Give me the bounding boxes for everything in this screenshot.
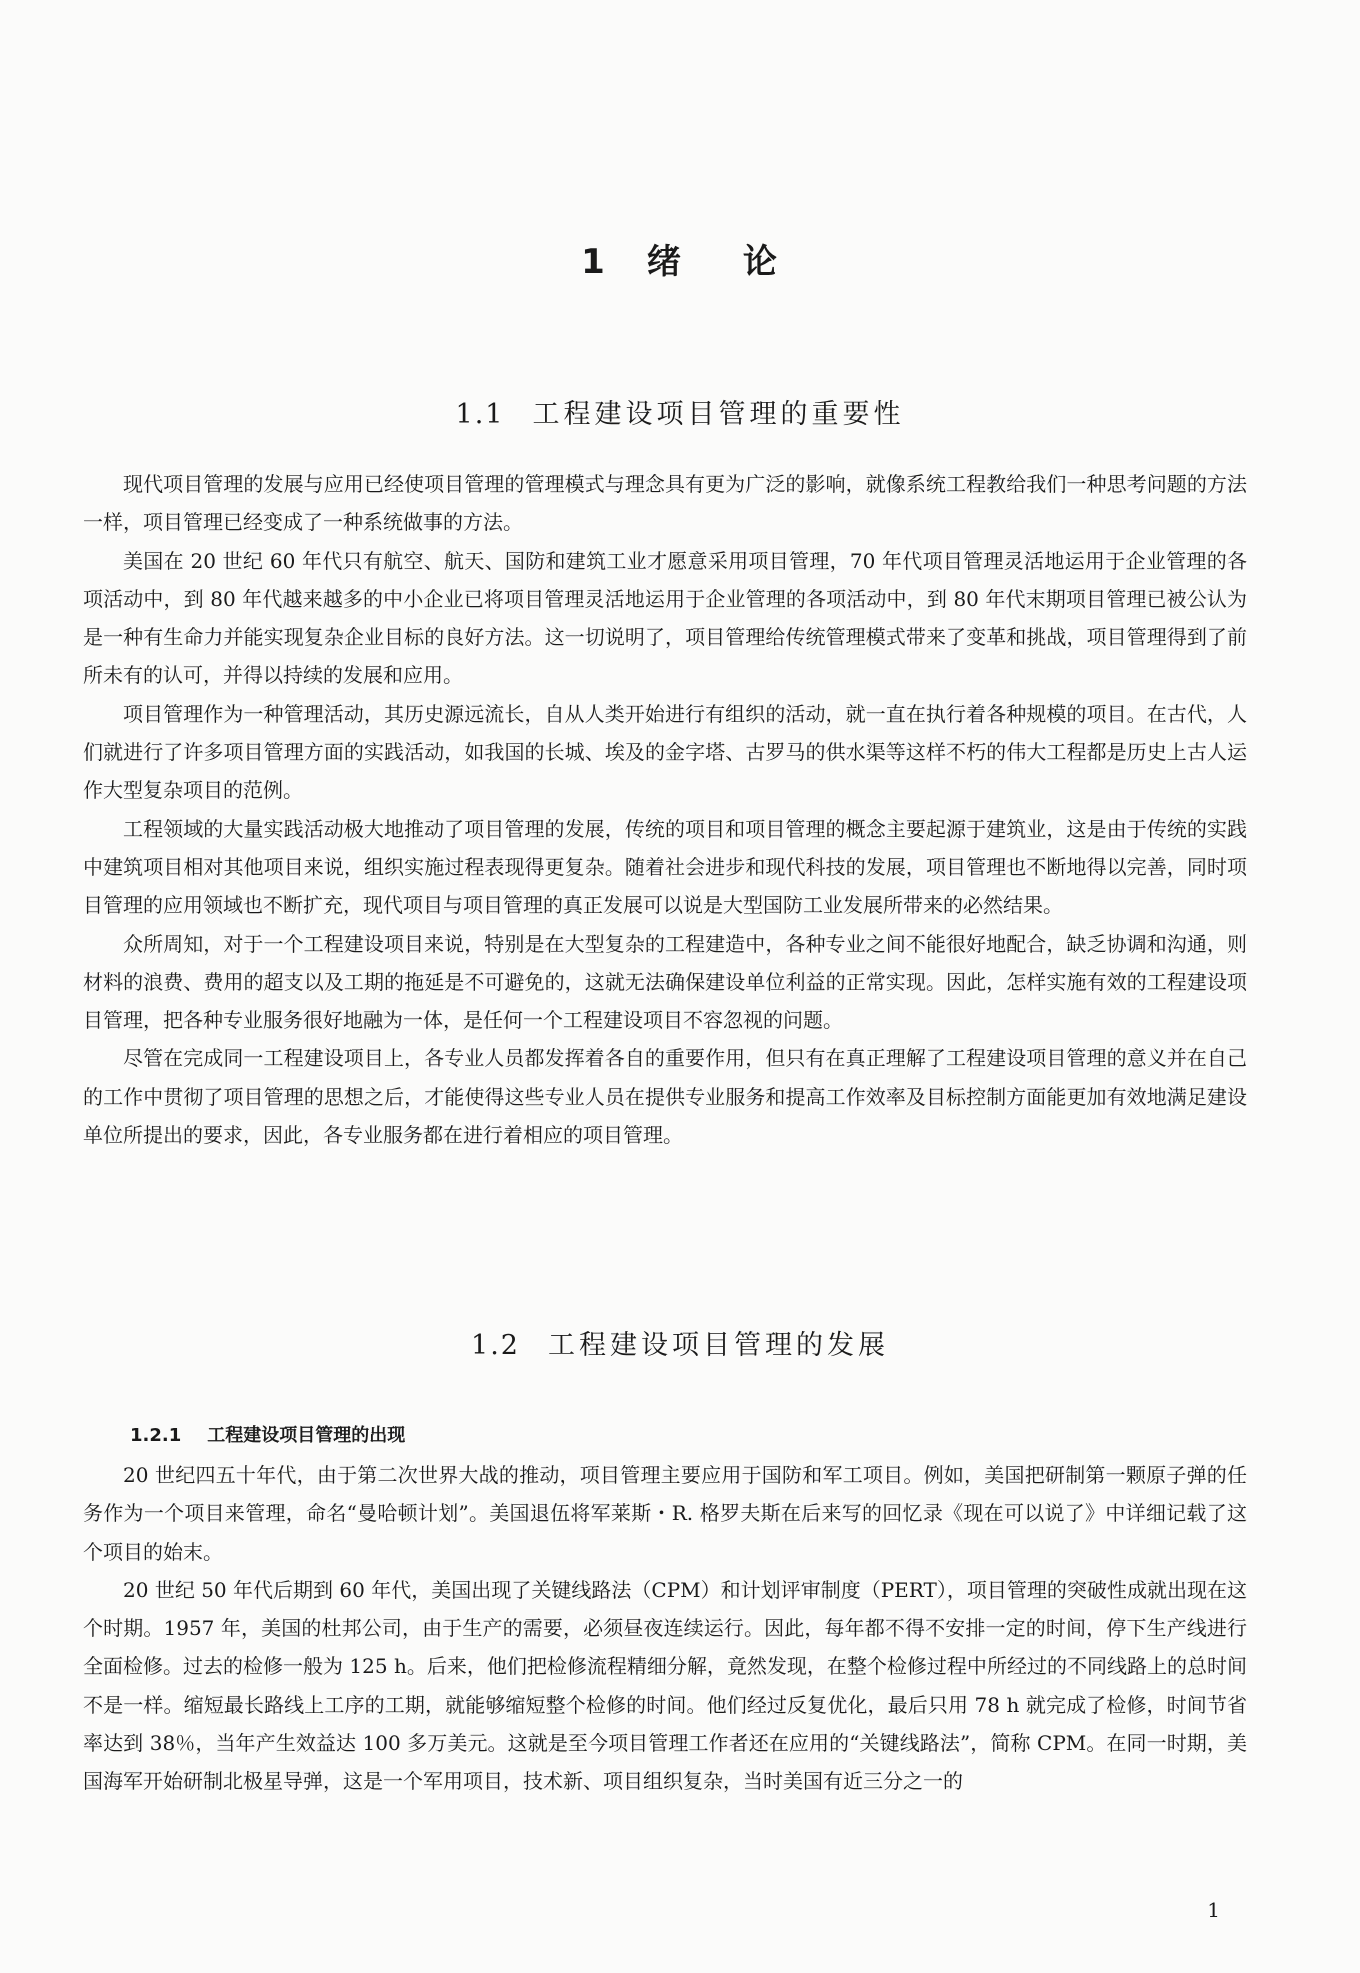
chapter-number: 1 [581,242,607,282]
paragraph: 众所周知，对于一个工程建设项目来说，特别是在大型复杂的工程建造中，各种专业之间不能很好地配合，缺乏协调和沟通，则材料的浪费、费用的超支以及工期的拖延是不可避免的，这就无法确保建设单位利益的正常实现。因此，怎样实施有效的工程建设项目管理，把各种专业服务很好地融为一体，是任何一个工程建设项目不容忽视的问题。 [83,931,1247,1033]
section-title-text: 工程建设项目管理的重要性 [532,399,905,430]
paragraph: 尽管在完成同一工程建设项目上，各专业人员都发挥着各自的重要作用，但只有在真正理解了工程建设项目管理的意义并在自己的工作中贯彻了项目管理的思想之后，才能使得这些专业人员在提供专业服务和提高工作效率及目标控制方面能更加有效地满足建设单位所提出的要求，因此，各专业服务都在进行着相应的项目管理。 [83,1046,1247,1148]
subsection-title-1-2-1 [130,1421,405,1447]
paragraph: 美国在 20 世纪 60 年代只有航空、航天、国防和建筑工业才愿意采用项目管理，70 年代项目管理灵活地运用于企业管理的各项活动中，到 80 年代越来越多的中小企业已将项目管理灵活地运用于企业管理的各项活动中，到 80 年代末期项目管理已被公认为是一种有生命力并能实现复杂企业目标的良好方法。这一切说明了，项目管理给传统管理模式带来了变革和挑战，项目管理得到了前所未有的认可，并得以持续的发展和应用。 [83,548,1247,688]
section-number: 1.2 [471,1330,520,1361]
paragraph: 20 世纪 50 年代后期到 60 年代，美国出现了关键线路法（CPM）和计划评审制度（PERT），项目管理的突破性成就出现在这个时期。1957 年，美国的杜邦公司，由于生产的需要，必须昼夜连续运行。因此，每年都不得不安排一定的时间，停下生产线进行全面检修。过去的检修一般为 125 h。后来，他们把检修流程精细分解，竟然发现，在整个检修过程中所经过的不同线路上的总时间不是一样。缩短最长路线上工序的工期，就能够缩短整个检修的时间。他们经过反复优化，最后只用 78 h 就完成了检修，时间节省率达到 38％，当年产生效益达 100 多万美元。这就是至今项目管理工作者还在应用的“关键线路法”，简称 CPM。在同一时期，美国海军开始研制北极星导弹，这是一个军用项目，技术新、项目组织复杂，当时美国有近三分之一的 [83,1577,1247,1794]
paragraph: 工程领域的大量实践活动极大地推动了项目管理的发展，传统的项目和项目管理的概念主要起源于建筑业，这是由于传统的实践中建筑项目相对其他项目来说，组织实施过程表现得更复杂。随着社会进步和现代科技的发展，项目管理也不断地得以完善，同时项目管理的应用领域也不断扩充，现代项目与项目管理的真正发展可以说是大型国防工业发展所带来的必然结果。 [83,816,1247,918]
paragraph: 项目管理作为一种管理活动，其历史源远流长，自从人类开始进行有组织的活动，就一直在执行着各种规模的项目。在古代，人们就进行了许多项目管理方面的实践活动，如我国的长城、埃及的金字塔、古罗马的供水渠等这样不朽的伟大工程都是历史上古人运作大型复杂项目的范例。 [83,701,1247,803]
section-title-1-1 [0,392,1360,431]
chapter-title-part2: 论 [742,242,779,282]
page-number: 1 [1207,1898,1220,1922]
subsection-1-2-1-body [83,1456,1247,1801]
section-title-1-2 [0,1323,1360,1362]
subsection-number: 1.2.1 [130,1425,182,1446]
paragraph: 现代项目管理的发展与应用已经使项目管理的管理模式与理念具有更为广泛的影响，就像系统工程教给我们一种思考问题的方法一样，项目管理已经变成了一种系统做事的方法。 [83,472,1247,535]
section-1-1-body [83,465,1247,1154]
section-number: 1.1 [455,399,505,430]
paragraph: 20 世纪四五十年代，由于第二次世界大战的推动，项目管理主要应用于国防和军工项目。例如，美国把研制第一颗原子弹的任务作为一个项目来管理，命名“曼哈顿计划”。美国退伍将军莱斯・R. 格罗夫斯在后来写的回忆录《现在可以说了》中详细记载了这个项目的始末。 [83,1463,1247,1564]
chapter-title-part1: 绪 [646,242,683,282]
subsection-title-text: 工程建设项目管理的出现 [207,1425,406,1446]
chapter-title [0,234,1360,283]
section-title-text: 工程建设项目管理的发展 [547,1330,889,1361]
